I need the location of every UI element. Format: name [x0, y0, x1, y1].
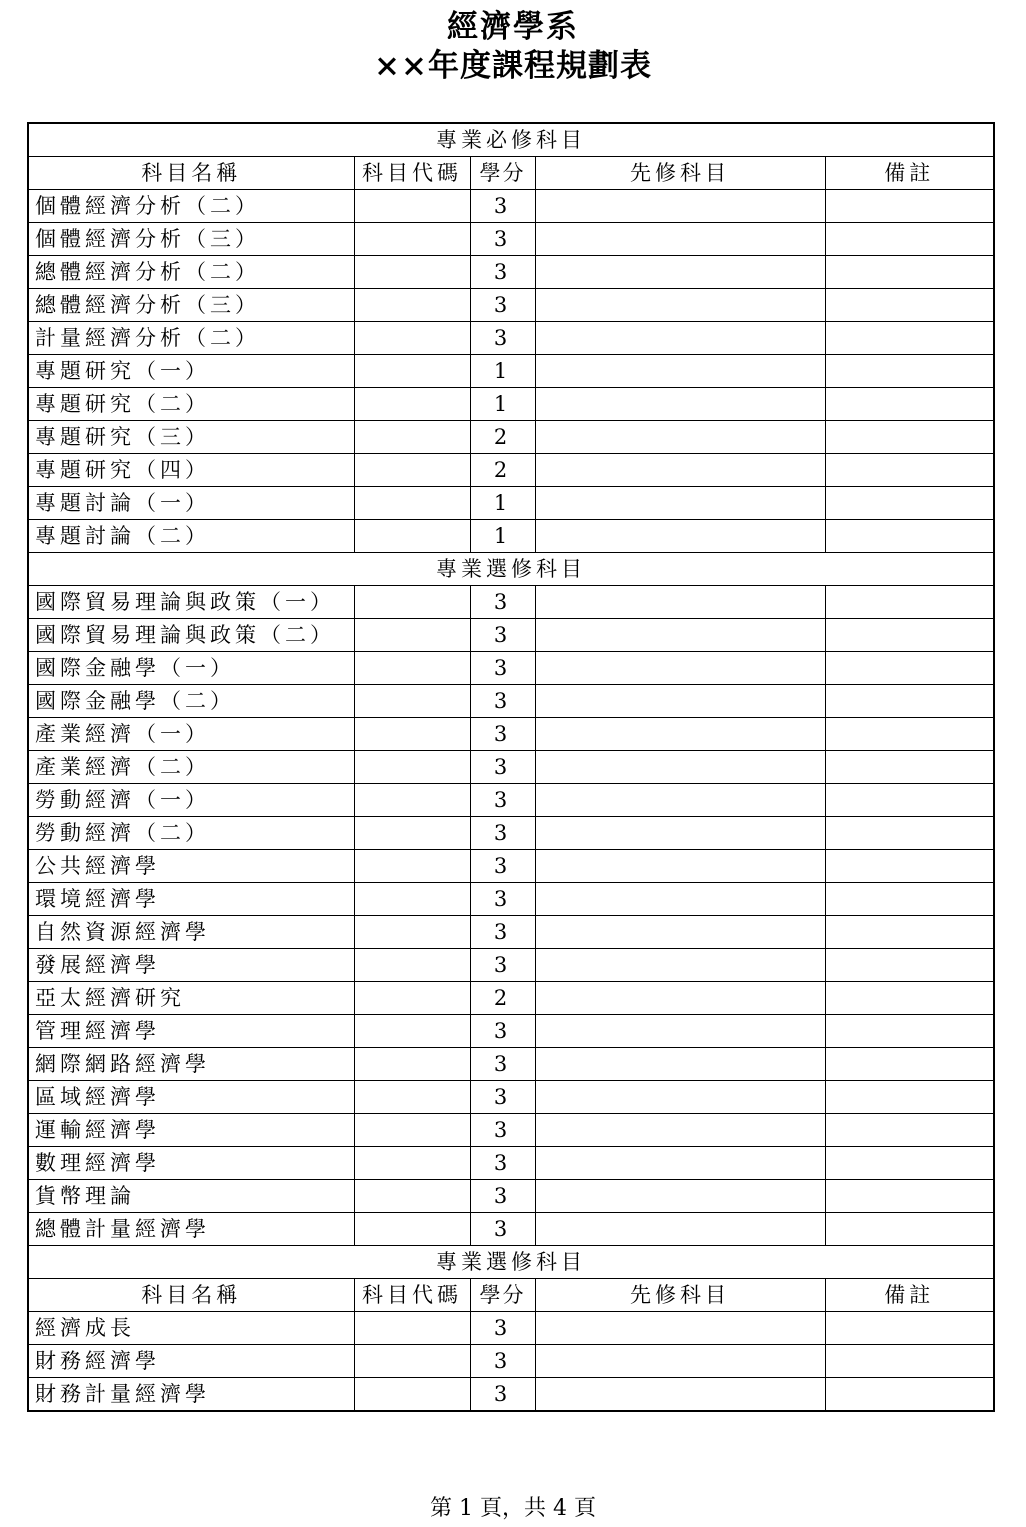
course-name: 數理經濟學	[28, 1147, 354, 1180]
course-prereq	[535, 1015, 825, 1048]
course-code	[354, 652, 470, 685]
course-credits: 3	[470, 1312, 535, 1345]
course-code	[354, 1114, 470, 1147]
course-row	[28, 421, 994, 454]
course-table-body	[28, 123, 994, 1411]
course-credits: 3	[470, 322, 535, 355]
page-footer: 第 1 頁，共 4 頁	[430, 1496, 596, 1521]
course-remarks	[825, 1114, 994, 1147]
course-row	[28, 850, 994, 883]
course-prereq	[535, 718, 825, 751]
course-remarks	[825, 289, 994, 322]
course-credits: 1	[470, 487, 535, 520]
course-code	[354, 982, 470, 1015]
course-prereq	[535, 850, 825, 883]
course-prereq	[535, 223, 825, 256]
course-code	[354, 1015, 470, 1048]
course-code	[354, 223, 470, 256]
course-row	[28, 916, 994, 949]
course-name: 公共經濟學	[28, 850, 354, 883]
course-credits: 3	[470, 949, 535, 982]
course-prereq	[535, 256, 825, 289]
course-code	[354, 1147, 470, 1180]
section-row-elective1	[28, 553, 994, 586]
course-credits: 3	[470, 586, 535, 619]
course-credits: 3	[470, 1213, 535, 1246]
course-prereq	[535, 1213, 825, 1246]
course-remarks	[825, 1180, 994, 1213]
course-prereq	[535, 487, 825, 520]
course-name: 亞太經濟研究	[28, 982, 354, 1015]
course-name: 個體經濟分析（三）	[28, 223, 354, 256]
course-code	[354, 256, 470, 289]
course-row	[28, 355, 994, 388]
course-row	[28, 1213, 994, 1246]
course-row	[28, 1015, 994, 1048]
course-name: 勞動經濟（二）	[28, 817, 354, 850]
course-remarks	[825, 751, 994, 784]
course-code	[354, 850, 470, 883]
course-name: 自然資源經濟學	[28, 916, 354, 949]
course-code	[354, 190, 470, 223]
document-title	[0, 8, 1026, 86]
course-credits: 1	[470, 388, 535, 421]
course-prereq	[535, 322, 825, 355]
course-remarks	[825, 322, 994, 355]
course-name: 運輸經濟學	[28, 1114, 354, 1147]
course-code	[354, 784, 470, 817]
course-code	[354, 586, 470, 619]
course-remarks	[825, 982, 994, 1015]
course-row	[28, 718, 994, 751]
course-code	[354, 289, 470, 322]
course-table	[27, 122, 995, 1412]
header-credits: 學分	[470, 157, 535, 190]
course-row	[28, 784, 994, 817]
course-remarks	[825, 1378, 994, 1412]
course-credits: 3	[470, 685, 535, 718]
course-remarks	[825, 388, 994, 421]
course-name: 財務計量經濟學	[28, 1378, 354, 1412]
course-row	[28, 817, 994, 850]
course-prereq	[535, 652, 825, 685]
course-prereq	[535, 916, 825, 949]
course-prereq	[535, 289, 825, 322]
course-name: 國際貿易理論與政策（二）	[28, 619, 354, 652]
course-credits: 1	[470, 355, 535, 388]
course-row	[28, 982, 994, 1015]
course-prereq	[535, 1312, 825, 1345]
course-remarks	[825, 223, 994, 256]
course-remarks	[825, 487, 994, 520]
course-prereq	[535, 1147, 825, 1180]
course-prereq	[535, 1114, 825, 1147]
section-row-elective2	[28, 1246, 994, 1279]
course-row	[28, 256, 994, 289]
course-name: 專題研究（四）	[28, 454, 354, 487]
course-row	[28, 520, 994, 553]
course-code	[354, 685, 470, 718]
course-prereq	[535, 1378, 825, 1412]
course-remarks	[825, 1213, 994, 1246]
course-name: 網際網路經濟學	[28, 1048, 354, 1081]
course-credits: 3	[470, 751, 535, 784]
course-prereq	[535, 586, 825, 619]
course-remarks	[825, 850, 994, 883]
section-label-elective1: 專業選修科目	[28, 553, 994, 586]
course-name: 總體計量經濟學	[28, 1213, 354, 1246]
course-remarks	[825, 883, 994, 916]
course-name: 專題研究（一）	[28, 355, 354, 388]
course-prereq	[535, 388, 825, 421]
course-prereq	[535, 949, 825, 982]
course-credits: 3	[470, 652, 535, 685]
course-name: 產業經濟（二）	[28, 751, 354, 784]
course-code	[354, 1345, 470, 1378]
course-code	[354, 454, 470, 487]
course-remarks	[825, 1147, 994, 1180]
section-label-required: 專業必修科目	[28, 123, 994, 157]
course-name: 國際貿易理論與政策（一）	[28, 586, 354, 619]
course-name: 專題研究（二）	[28, 388, 354, 421]
course-credits: 3	[470, 1345, 535, 1378]
course-name: 總體經濟分析（三）	[28, 289, 354, 322]
course-name: 區域經濟學	[28, 1081, 354, 1114]
course-row	[28, 289, 994, 322]
department-title: 經濟學系	[447, 9, 579, 45]
course-row	[28, 1180, 994, 1213]
course-row	[28, 454, 994, 487]
course-prereq	[535, 520, 825, 553]
course-credits: 3	[470, 883, 535, 916]
course-remarks	[825, 1048, 994, 1081]
course-code	[354, 817, 470, 850]
course-code	[354, 421, 470, 454]
course-remarks	[825, 685, 994, 718]
course-prereq	[535, 1345, 825, 1378]
course-remarks	[825, 355, 994, 388]
course-remarks	[825, 1312, 994, 1345]
course-name: 管理經濟學	[28, 1015, 354, 1048]
course-prereq	[535, 190, 825, 223]
course-remarks	[825, 949, 994, 982]
course-code	[354, 1081, 470, 1114]
header-row-2	[28, 1279, 994, 1312]
course-code	[354, 487, 470, 520]
course-row	[28, 1147, 994, 1180]
course-prereq	[535, 817, 825, 850]
course-remarks	[825, 619, 994, 652]
course-code	[354, 520, 470, 553]
course-name: 環境經濟學	[28, 883, 354, 916]
course-remarks	[825, 1345, 994, 1378]
course-remarks	[825, 256, 994, 289]
course-name: 總體經濟分析（二）	[28, 256, 354, 289]
header-name: 科目名稱	[28, 157, 354, 190]
course-code	[354, 619, 470, 652]
course-credits: 3	[470, 784, 535, 817]
header-name: 科目名稱	[28, 1279, 354, 1312]
section-label-elective2: 專業選修科目	[28, 1246, 994, 1279]
course-credits: 1	[470, 520, 535, 553]
course-remarks	[825, 421, 994, 454]
course-code	[354, 883, 470, 916]
course-name: 產業經濟（一）	[28, 718, 354, 751]
header-prereq: 先修科目	[535, 157, 825, 190]
section-row-required	[28, 123, 994, 157]
course-name: 勞動經濟（一）	[28, 784, 354, 817]
course-credits: 3	[470, 850, 535, 883]
course-prereq	[535, 1081, 825, 1114]
course-row	[28, 1048, 994, 1081]
course-prereq	[535, 1048, 825, 1081]
header-row	[28, 157, 994, 190]
course-code	[354, 322, 470, 355]
course-credits: 2	[470, 454, 535, 487]
course-prereq	[535, 784, 825, 817]
course-row	[28, 586, 994, 619]
header-credits: 學分	[470, 1279, 535, 1312]
course-row	[28, 1114, 994, 1147]
course-row	[28, 619, 994, 652]
course-prereq	[535, 619, 825, 652]
course-row	[28, 751, 994, 784]
course-remarks	[825, 1015, 994, 1048]
course-credits: 3	[470, 1081, 535, 1114]
course-prereq	[535, 883, 825, 916]
course-row	[28, 652, 994, 685]
header-prereq: 先修科目	[535, 1279, 825, 1312]
course-name: 專題研究（三）	[28, 421, 354, 454]
course-row	[28, 1345, 994, 1378]
header-code: 科目代碼	[354, 1279, 470, 1312]
course-row	[28, 883, 994, 916]
course-name: 國際金融學（二）	[28, 685, 354, 718]
course-name: 財務經濟學	[28, 1345, 354, 1378]
course-credits: 3	[470, 223, 535, 256]
course-credits: 3	[470, 1048, 535, 1081]
course-code	[354, 1048, 470, 1081]
course-prereq	[535, 685, 825, 718]
course-credits: 3	[470, 817, 535, 850]
course-remarks	[825, 190, 994, 223]
course-name: 國際金融學（一）	[28, 652, 354, 685]
course-code	[354, 916, 470, 949]
course-row	[28, 388, 994, 421]
header-code: 科目代碼	[354, 157, 470, 190]
course-name: 貨幣理論	[28, 1180, 354, 1213]
course-name: 計量經濟分析（二）	[28, 322, 354, 355]
header-remarks: 備註	[825, 1279, 994, 1312]
course-row	[28, 487, 994, 520]
course-credits: 3	[470, 916, 535, 949]
course-remarks	[825, 586, 994, 619]
course-credits: 2	[470, 421, 535, 454]
course-credits: 3	[470, 190, 535, 223]
course-credits: 3	[470, 718, 535, 751]
course-code	[354, 718, 470, 751]
course-prereq	[535, 751, 825, 784]
course-code	[354, 1180, 470, 1213]
course-remarks	[825, 454, 994, 487]
course-credits: 3	[470, 1180, 535, 1213]
course-row	[28, 1312, 994, 1345]
course-row	[28, 190, 994, 223]
header-remarks: 備註	[825, 157, 994, 190]
course-prereq	[535, 454, 825, 487]
course-prereq	[535, 1180, 825, 1213]
course-name: 發展經濟學	[28, 949, 354, 982]
course-remarks	[825, 817, 994, 850]
course-credits: 3	[470, 289, 535, 322]
course-credits: 3	[470, 256, 535, 289]
course-row	[28, 1378, 994, 1412]
course-row	[28, 223, 994, 256]
course-code	[354, 751, 470, 784]
course-name: 專題討論（一）	[28, 487, 354, 520]
course-code	[354, 949, 470, 982]
course-credits: 3	[470, 1147, 535, 1180]
course-credits: 3	[470, 1015, 535, 1048]
course-remarks	[825, 652, 994, 685]
course-credits: 3	[470, 1114, 535, 1147]
course-code	[354, 388, 470, 421]
course-name: 個體經濟分析（二）	[28, 190, 354, 223]
course-credits: 2	[470, 982, 535, 1015]
course-remarks	[825, 520, 994, 553]
course-prereq	[535, 355, 825, 388]
course-row	[28, 949, 994, 982]
plan-title: ××年度課程規劃表	[374, 48, 652, 84]
course-code	[354, 1378, 470, 1412]
course-name: 專題討論（二）	[28, 520, 354, 553]
course-name: 經濟成長	[28, 1312, 354, 1345]
course-remarks	[825, 916, 994, 949]
course-credits: 3	[470, 619, 535, 652]
course-code	[354, 355, 470, 388]
course-remarks	[825, 784, 994, 817]
course-row	[28, 1081, 994, 1114]
course-prereq	[535, 982, 825, 1015]
course-remarks	[825, 1081, 994, 1114]
course-code	[354, 1312, 470, 1345]
course-row	[28, 322, 994, 355]
course-row	[28, 685, 994, 718]
course-remarks	[825, 718, 994, 751]
course-prereq	[535, 421, 825, 454]
course-credits: 3	[470, 1378, 535, 1412]
course-code	[354, 1213, 470, 1246]
